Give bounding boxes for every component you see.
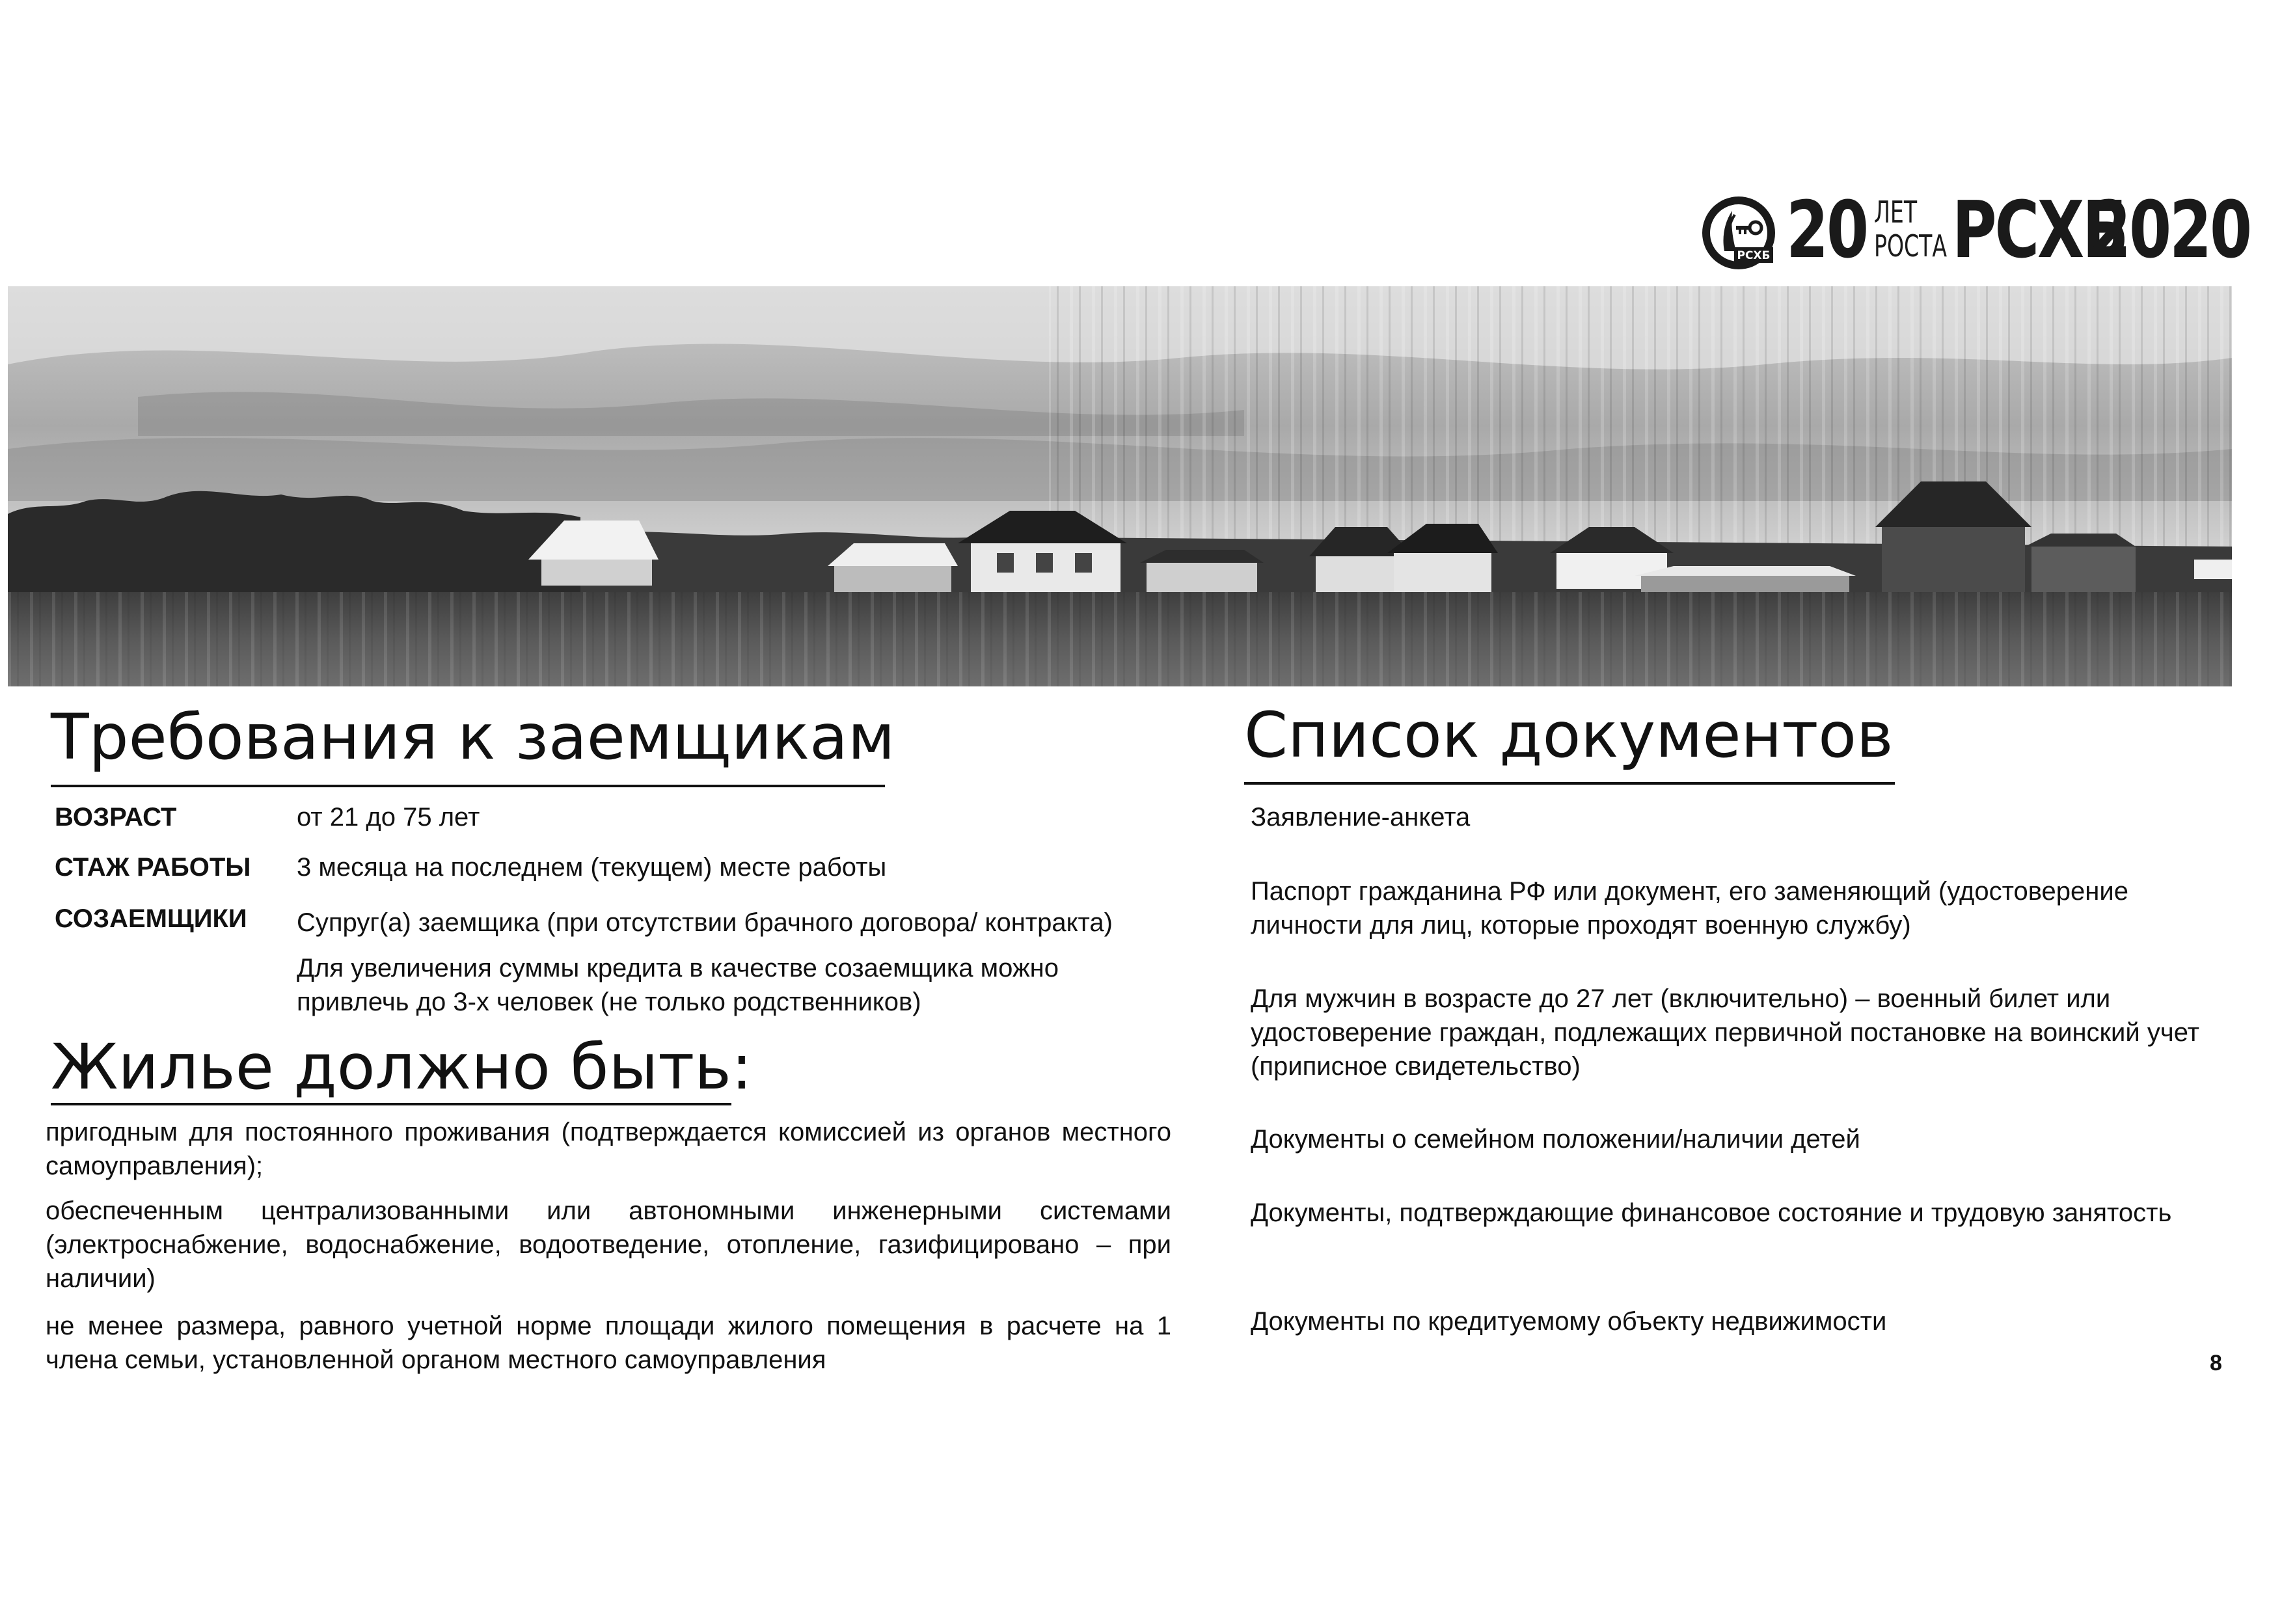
documents-title-underline xyxy=(1244,782,1895,785)
requirement-value-experience: 3 месяца на последнем (текущем) месте работы xyxy=(297,853,887,882)
housing-title-underline xyxy=(51,1103,731,1105)
requirement-value-age: от 21 до 75 лет xyxy=(297,803,480,832)
document-item-5: Документы, подтверждающие финансовое состояние и трудовую занятость xyxy=(1251,1198,2172,1227)
housing-item-1: пригодным для постоянного проживания (подтверждается комиссией из органов местного самоуправления); xyxy=(46,1118,1171,1180)
requirement-label-age: ВОЗРАСТ xyxy=(55,803,177,832)
logo-number: 20 xyxy=(1786,185,1868,276)
housing-item-2: обеспеченным централизованными или автономными инженерными системами (электроснабжение, водоснабжение, водоотведение, отопление, газифицировано – при наличии) xyxy=(46,1197,1171,1293)
logo xyxy=(1698,185,2251,276)
emblem-text: РСХБ xyxy=(1737,249,1771,262)
logo-small-top: ЛЕТ xyxy=(1874,195,1918,230)
requirements-title-underline xyxy=(51,785,885,787)
requirement-label-coborrowers: СОЗАЕМЩИКИ xyxy=(55,904,247,933)
housing-title: Жилье должно быть: xyxy=(51,1031,753,1103)
page-number: 8 xyxy=(2210,1351,2222,1375)
document-item-1: Заявление-анкета xyxy=(1251,803,1471,832)
requirement-value-coborrowers: Супруг(а) заемщика (при отсутствии брачного договора/ контракта) xyxy=(297,908,1113,937)
requirements-title: Требования к заемщикам xyxy=(51,701,895,774)
coborrowers-extra-note: Для увеличения суммы кредита в качестве созаемщика можно привлечь до 3-х человек (не только родственников) xyxy=(297,954,1059,1016)
documents-title: Список документов xyxy=(1244,699,1894,772)
document-item-2: Паспорт гражданина РФ или документ, его заменяющий (удостоверение личности для лиц, которые проходят военную службу) xyxy=(1251,877,2128,940)
logo-brand: РСХБ xyxy=(1952,185,2127,276)
logo-small-bottom: РОСТА xyxy=(1874,228,1948,264)
document-item-3: Для мужчин в возрасте до 27 лет (включительно) – военный билет или удостоверение граждан, подлежащих первичной постановке на воинский учет (приписное свидетельство) xyxy=(1251,984,2199,1081)
village-landscape-photo xyxy=(8,286,2232,686)
document-item-6: Документы по кредитуемому объекту недвижимости xyxy=(1251,1307,1887,1336)
requirement-label-experience: СТАЖ РАБОТЫ xyxy=(55,853,251,882)
document-item-4: Документы о семейном положении/наличии детей xyxy=(1251,1125,1860,1154)
housing-item-3: не менее размера, равного учетной норме площади жилого помещения в расчете на 1 члена семьи, установленной органом местного самоуправления xyxy=(46,1312,1171,1374)
logo-year: 2020 xyxy=(2089,185,2251,276)
bank-emblem-icon xyxy=(1698,191,1780,273)
